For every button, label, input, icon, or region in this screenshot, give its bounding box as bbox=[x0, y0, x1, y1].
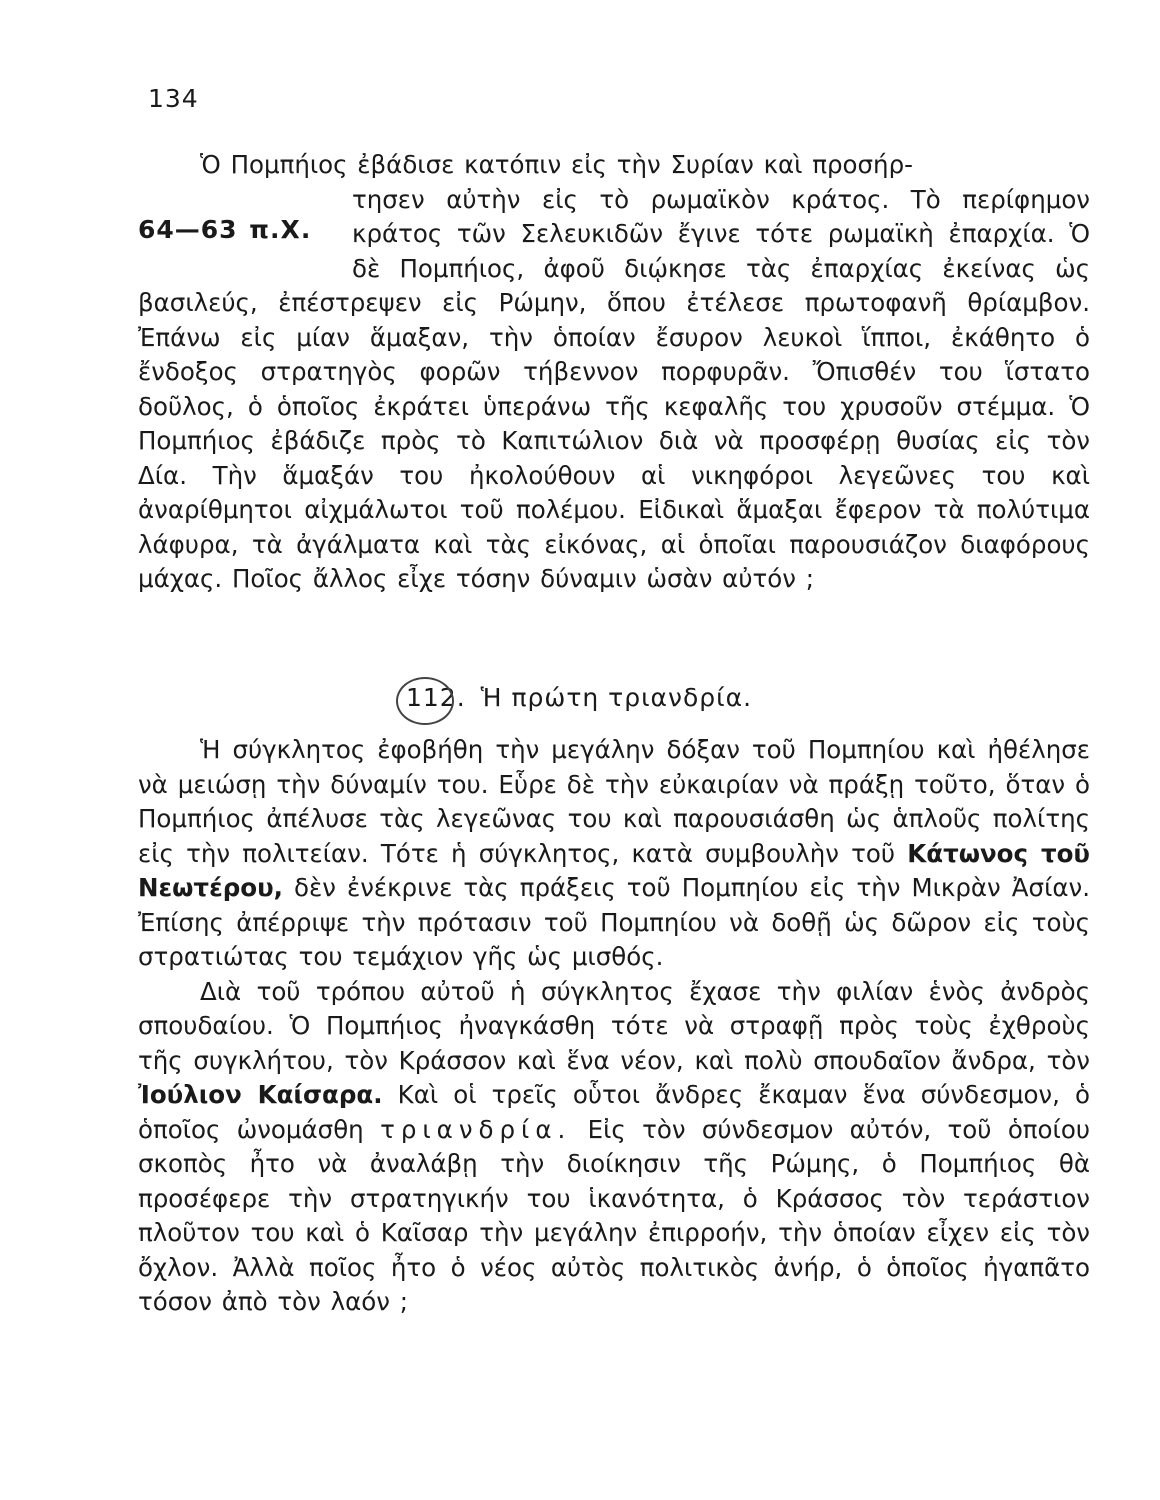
paragraph-triumvirate bbox=[138, 975, 1090, 1320]
section-one-text bbox=[138, 148, 1090, 597]
section-title: Ἡ πρώτη τριανδρία. bbox=[480, 683, 753, 712]
paragraph-text: Διὰ τοῦ τρόπου αὐτοῦ ἡ σύγκλητος ἔχασε τὴν φιλίαν ἑνὸς ἀνδρὸς σπουδαίου. Ὁ Πομπήιος ἠναγκάσθη τότε νὰ στραφῇ πρὸς τοὺς ἐχθροὺς τῆς συγκλήτου, τὸν Κράσσον καὶ ἕνα νέον, καὶ πολὺ σπουδαῖον ἄνδρα, τὸν bbox=[138, 976, 1090, 1075]
page-number: 134 bbox=[148, 84, 199, 113]
paragraph-text: δὲν ἐνέκρινε τὰς πράξεις τοῦ Πομπηίου εἰς τὴν Μικρὰν Ἀσίαν. Ἐπίσης ἀπέρριψε τὴν πρότασιν τοῦ Πομπηίου νὰ δοθῇ ὡς δῶρον εἰς τοὺς στρατιώτας του τεμάχιον γῆς ὡς μισθός. bbox=[138, 873, 1090, 971]
paragraph-text: Καὶ οἱ τρεῖς οὗτοι ἄνδρες ἔκαμαν ἕνα σύνδεσμον, ὁ ὁποῖος ὠνομάσθη bbox=[138, 1080, 1090, 1144]
paragraph-first-line: Ὁ Πομπήιος ἐβάδισε κατόπιν εἰς τὴν Συρίαν καὶ προσήρ- bbox=[200, 150, 913, 179]
paragraph-body-text: τησεν αὐτὴν εἰς τὸ ρωμαϊκὸν κράτος. Τὸ περίφημον κράτος τῶν Σελευκιδῶν ἔγινε τότε ρωμαϊκὴ ἐπαρχία. Ὁ δὲ Πομπήιος, ἀφοῦ διῴκησε τὰς ἐπαρχίας ἐκείνας ὡς βασιλεύς, ἐπέστρεψεν εἰς Ρώμην, ὅπου ἐτέλεσε πρωτοφανῆ θρίαμβον. Ἐπάνω εἰς μίαν ἅμαξαν, τὴν ὁποίαν ἔσυρον λευκοὶ ἵπποι, ἐκάθητο ὁ ἔνδοξος στρατηγὸς φορῶν τήβεννον πορφυρᾶν. Ὄπισθέν του ἵστατο δοῦλος, ὁ ὁποῖος ἐκράτει ὑπεράνω τῆς κεφαλῆς του χρυσοῦν στέμμα. Ὁ Πομπήιος ἐβάδιζε πρὸς τὸ Καπιτώλιον διὰ νὰ προσφέρῃ θυσίας εἰς τὸν Δία. Τὴν ἅμαξάν του ἠκολούθουν αἱ νικηφόροι λεγεῶνες του καὶ ἀναρίθμητοι αἰχμάλωτοι τοῦ πολέμου. Εἰδικαὶ ἅμαξαι ἔφερον τὰ πολύτιμα λάφυρα, τὰ ἀγάλματα καὶ τὰς εἰκόνας, αἱ ὁποῖαι παρουσιάζον διαφόρους μάχας. Ποῖος ἄλλος εἶχε τόσην δύναμιν ὡσὰν αὐτόν ; bbox=[138, 184, 1090, 593]
section-number: 112. bbox=[400, 683, 472, 712]
margin-date: 64—63 π.Χ. bbox=[138, 214, 312, 244]
paragraph-text: Ἡ σύγκλητος ἐφοβήθη τὴν μεγάλην δόξαν τοῦ Πομπηίου καὶ ἠθέλησε νὰ μειώσῃ τὴν δύναμίν του. Εὗρε δὲ τὴν εὐκαιρίαν νὰ πράξῃ τοῦτο, ὅταν ὁ Πομπήιος ἀπέλυσε τὰς λεγεῶνας του καὶ παρουσιάσθη ὡς ἁπλοῦς πολίτης εἰς τὴν πολιτείαν. Τότε ἡ σύγκλητος, κατὰ συμβουλὴν τοῦ bbox=[138, 735, 1090, 868]
term-triumvirate: τριανδρία. bbox=[380, 1114, 572, 1144]
section-heading bbox=[400, 683, 752, 712]
section-two-text bbox=[138, 733, 1090, 1320]
paragraph-senate bbox=[138, 733, 1090, 975]
name-cato: Κάτωνος τοῦ Νεωτέρου, bbox=[138, 838, 1090, 902]
paragraph-text: Εἰς τὸν σύνδεσμον αὐτόν, τοῦ ὁποίου σκοπὸς ἦτο νὰ ἀναλάβῃ τὴν διοίκησιν τῆς Ρώμης, ὁ Πομπήιος θὰ προσέφερε τὴν στρατηγικήν του ἱκανότητα, ὁ Κράσσος τὸν τεράστιον πλοῦτον του καὶ ὁ Καῖσαρ τὴν μεγάλην ἐπιρροήν, τὴν ὁποίαν εἶχεν εἰς τὸν ὄχλον. Ἀλλὰ ποῖος ἦτο ὁ νέος αὐτὸς πολιτικὸς ἀνήρ, ὁ ὁποῖος ἠγαπᾶτο τόσον ἀπὸ τὸν λαόν ; bbox=[138, 1114, 1090, 1316]
name-caesar: Ἰούλιον Καίσαρα. bbox=[138, 1080, 383, 1109]
